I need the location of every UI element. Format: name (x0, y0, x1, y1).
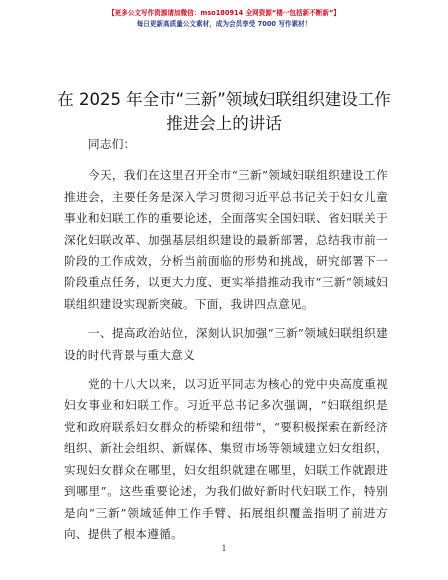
document-title-line-2: 推进会上的讲话 (166, 114, 282, 133)
page-number: 1 (221, 544, 227, 553)
promo-banner (0, 8, 448, 30)
promo-banner-line-1: 【更多公文写作资源请加微信：mso180914 全网资源“楼一包括新不断新”】 (108, 9, 340, 17)
paragraph-opening: 今天，我们在这里召开全市“三新”领域妇联组织建设工作推进会，主要任务是深入学习贯彻习近平总书记关于妇女儿童事业和妇联工作的重要论述，全面落实全国妇联、省妇联关于深化妇联改革、加强基层组织建设的最新部署，总结我市前一阶段的工作成效，分析当前面临的形势和挑战，研究部署下一阶段重点任务，以更大力度、更实举措推动我市“三新”领域妇联组织建设实现新突破。下面，我讲四点意见。 (64, 168, 388, 311)
document-body (64, 134, 388, 553)
salutation: 同志们： (88, 137, 136, 151)
section-heading-1: 一、提高政治站位，深刻认识加强“三新”领域妇联组织建设的时代背景与重大意义 (64, 326, 388, 362)
promo-banner-line-2: 每日更新高质量公文素材，成为会员享受 7000 写作素材！ (136, 20, 312, 28)
document-title-line-1: 在 2025 年全市“三新”领域妇联组织建设工作 (57, 90, 391, 109)
document-title (0, 88, 448, 136)
paragraph-section-1: 党的十八大以来，以习近平同志为核心的党中央高度重视妇女事业和妇联工作。习近平总书记多次强调，“妇联组织是党和政府联系妇女群众的桥梁和纽带”，“要积极探索在新经济组织、新社会组织、新媒体、集贸市场等领域建立妇女组织，实现妇女群众在哪里，妇女组织就建在哪里，妇联工作就跟进到哪里”。这些重要论述，为我们做好新时代妇联工作，特别是向“三新”领域延伸工作手臂、拓展组织覆盖指明了前进方向、提供了根本遵循。 (64, 377, 388, 541)
